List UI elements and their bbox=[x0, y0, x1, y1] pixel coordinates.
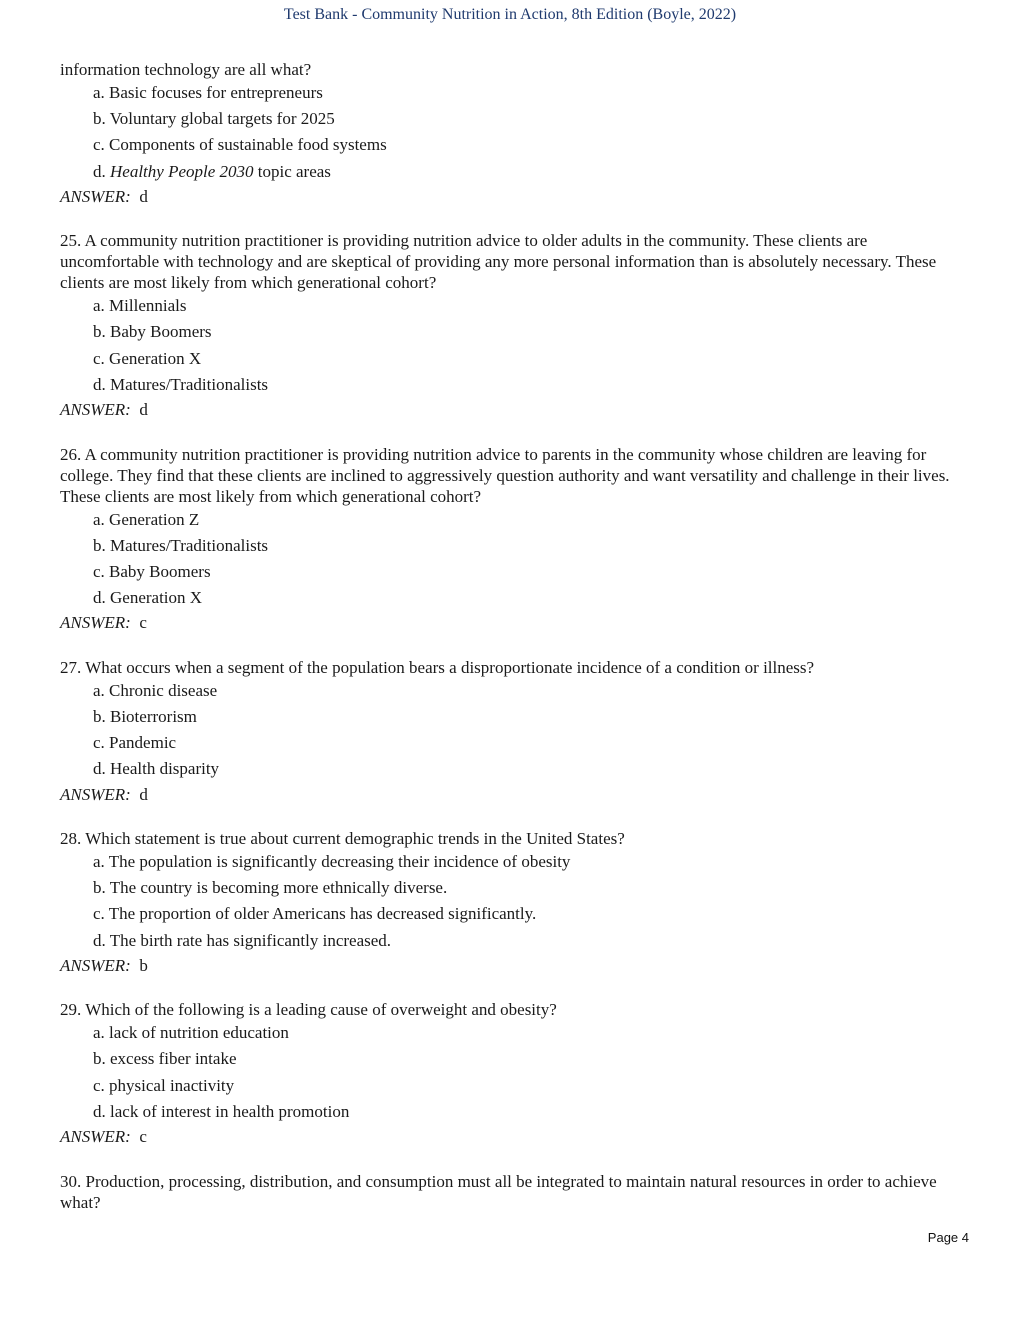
option: a. Millennials bbox=[93, 296, 187, 316]
answer-label: ANSWER: bbox=[60, 1127, 131, 1146]
page-content bbox=[60, 59, 965, 1213]
option-list bbox=[60, 295, 965, 400]
answer-label: ANSWER: bbox=[60, 784, 131, 804]
option: a. Basic focuses for entrepreneurs bbox=[93, 83, 323, 102]
answer-label: ANSWER: bbox=[60, 613, 131, 633]
answer-line bbox=[60, 613, 965, 633]
question-stem: 30. Production, processing, distribution, and consumption must all be integrated to maintain natural resources in order to achieve what? bbox=[60, 1171, 937, 1212]
option: c. Pandemic bbox=[93, 733, 177, 753]
option-suffix: topic areas bbox=[253, 161, 331, 181]
option-prefix: d. bbox=[93, 161, 110, 181]
option-list bbox=[60, 509, 965, 614]
option bbox=[93, 161, 965, 187]
option-list bbox=[60, 1022, 965, 1127]
answer-value: c bbox=[139, 1127, 147, 1146]
option-italic-title: Healthy People 2030 bbox=[110, 161, 254, 181]
question-stem: 29. Which of the following is a leading cause of overweight and obesity? bbox=[60, 1000, 557, 1020]
option: c. Components of sustainable food systems bbox=[93, 135, 387, 155]
question-24 bbox=[60, 59, 965, 207]
question-block bbox=[60, 230, 965, 420]
option: b. The country is becoming more ethnically diverse. bbox=[93, 878, 448, 898]
option: c. physical inactivity bbox=[93, 1075, 235, 1095]
option: d. Matures/Traditionalists bbox=[93, 374, 269, 394]
answer-line bbox=[60, 1127, 965, 1147]
option: b. Bioterrorism bbox=[93, 706, 197, 726]
answer-line bbox=[60, 785, 965, 805]
page-header: Test Bank - Community Nutrition in Action, 8th Edition (Boyle, 2022) bbox=[283, 6, 737, 23]
question-stem: 25. A community nutrition practitioner is providing nutrition advice to older adults in the community. These clients are uncomfortable with technology and are skeptical of providing any more personal information than is absolutely necessary. These clients are most likely from which generational cohort? bbox=[60, 231, 937, 293]
option: d. Generation X bbox=[93, 588, 203, 608]
option: a. Chronic disease bbox=[93, 680, 218, 700]
answer-line bbox=[60, 400, 965, 420]
answer-label: ANSWER: bbox=[60, 955, 131, 975]
option: b. Voluntary global targets for 2025 bbox=[93, 109, 335, 129]
question-block bbox=[60, 657, 965, 805]
option: c. Baby Boomers bbox=[93, 561, 211, 581]
option: c. Generation X bbox=[93, 348, 202, 368]
option: a. lack of nutrition education bbox=[93, 1023, 289, 1043]
question-stem: 27. What occurs when a segment of the population bears a disproportionate incidence of a condition or illness? bbox=[60, 657, 815, 677]
option-list bbox=[60, 680, 965, 785]
option: b. excess fiber intake bbox=[93, 1049, 237, 1069]
answer-label: ANSWER: bbox=[60, 400, 131, 419]
answer-value: b bbox=[139, 955, 148, 975]
answer-line bbox=[60, 187, 965, 207]
answer-label: ANSWER: bbox=[60, 186, 131, 206]
answer-value: d bbox=[139, 784, 148, 804]
question-30 bbox=[60, 1171, 965, 1213]
option-list bbox=[60, 82, 965, 187]
answer-value: d bbox=[139, 400, 148, 419]
option: d. The birth rate has significantly increased. bbox=[93, 930, 392, 950]
question-block bbox=[60, 999, 965, 1147]
question-stem: 26. A community nutrition practitioner is providing nutrition advice to parents in the community whose children are leaving for college. They find that these clients are inclined to aggressively question authority and want versatility and challenge in their lives. These clients are most likely from which generational cohort? bbox=[60, 444, 950, 506]
option: d. Health disparity bbox=[93, 759, 220, 779]
answer-value: c bbox=[139, 613, 147, 633]
question-block bbox=[60, 828, 965, 976]
question-block bbox=[60, 444, 965, 634]
question-list bbox=[60, 230, 965, 1147]
option: a. Generation Z bbox=[93, 509, 200, 529]
question-stem: 28. Which statement is true about current demographic trends in the United States? bbox=[60, 829, 625, 848]
option: d. lack of interest in health promotion bbox=[93, 1101, 350, 1121]
option: c. The proportion of older Americans has decreased significantly. bbox=[93, 904, 537, 924]
answer-value: d bbox=[139, 186, 148, 206]
option: b. Baby Boomers bbox=[93, 322, 212, 342]
question-stem: information technology are all what? bbox=[60, 60, 312, 79]
option: b. Matures/Traditionalists bbox=[93, 535, 269, 555]
option: a. The population is significantly decreasing their incidence of obesity bbox=[93, 852, 571, 871]
page-number: Page 4 bbox=[927, 1230, 969, 1245]
option-list bbox=[60, 851, 965, 956]
answer-line bbox=[60, 956, 965, 976]
